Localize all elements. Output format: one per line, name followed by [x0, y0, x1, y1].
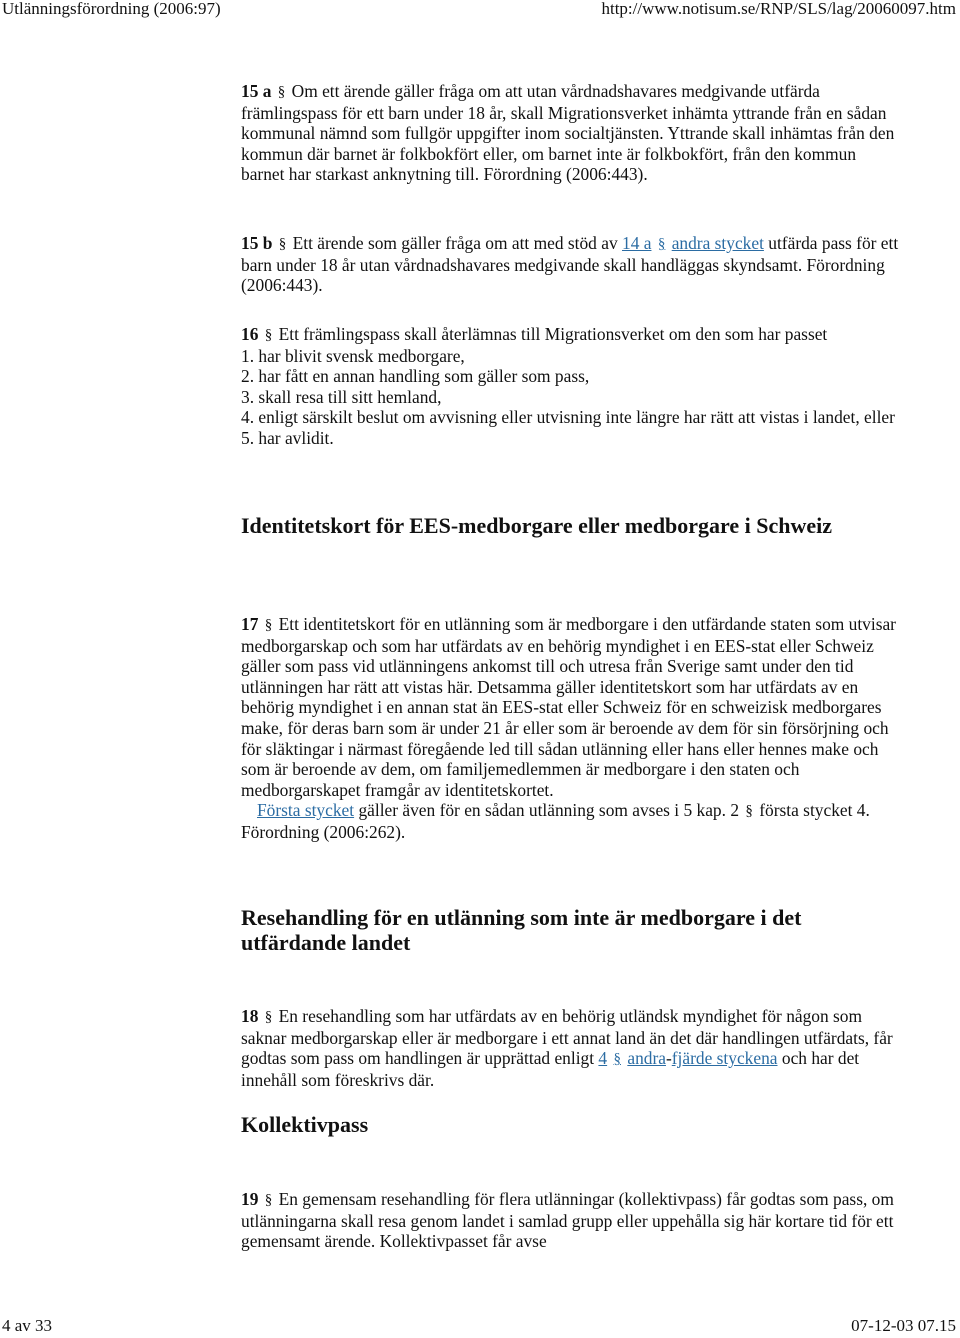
sfs-reference: 2006:443: [246, 275, 313, 296]
paragraph-text-2: utfärda pass för ett barn under 18 år utan vårdnadshavares medgivande skall handläggas skyndsamt. Förordning (: [241, 233, 899, 296]
paragraph-text-2: och har det innehåll som föreskrivs där.: [241, 1048, 860, 1090]
section-number: 18: [241, 1006, 259, 1026]
footer-datetime: 07-12-03 07.15: [851, 1316, 956, 1335]
link-14a[interactable]: 14 a: [622, 233, 652, 253]
section-heading-resehandling: Resehandling för en utlänning som inte är medborgare i det utfärdande landet: [241, 905, 802, 955]
header-title: Utlänningsförordning (2006:97): [2, 0, 221, 18]
paragraph-text-2: gäller även för en sådan utlänning som avses i 5 kap. 2: [358, 800, 740, 821]
paragraph-end: ).: [395, 821, 406, 842]
section-symbol: §: [278, 236, 287, 252]
paragraph-end: ).: [312, 275, 323, 296]
section-symbol-link[interactable]: §: [657, 236, 666, 252]
section-symbol: §: [277, 84, 286, 100]
paragraph-19: [241, 1189, 901, 1252]
list-item: 4. enligt särskilt beslut om avvisning eller utvisning inte längre har rätt att vistas i landet, eller: [241, 407, 895, 428]
list-item: 5. har avlidit.: [241, 427, 334, 448]
paragraph-text: Ett ärende som gäller fråga om att med stöd av: [292, 233, 618, 253]
section-number: 19: [241, 1189, 259, 1209]
section-heading-kollektivpass: Kollektivpass: [241, 1112, 369, 1137]
header-url: http://www.notisum.se/RNP/SLS/lag/20060097.htm: [601, 0, 956, 18]
footer-page-number: 4 av 33: [2, 1316, 53, 1335]
section-symbol: §: [264, 1009, 273, 1025]
section-heading-identitetskort: Identitetskort för EES-medborgare eller medborgare i Schweiz: [241, 513, 833, 538]
paragraph-16: [241, 324, 901, 449]
paragraph-18: [241, 1006, 901, 1090]
list-item: 1. har blivit svensk medborgare,: [241, 345, 465, 366]
section-symbol: §: [264, 1192, 273, 1208]
section-number: 15 b: [241, 233, 273, 253]
paragraph-text: Ett främlingspass skall återlämnas till Migrationsverket om den som har passet: [278, 324, 828, 344]
link-andra-stycket[interactable]: andra stycket: [671, 233, 764, 253]
link-andra[interactable]: andra: [627, 1048, 666, 1069]
paragraph-text: Ett identitetskort för en utlänning som är medborgare i den utfärdande staten som utvisar medborgarskap och som har utfärdats av en behörig myndighet i en EES-stat eller Schweiz gäller som pass vid utlänningens ankomst till och utresa från Sverige samt under den tid utlänningen har rätt att vistas här. Detsamma gäller identitetskort som har utfärdats av en behörig myndighet i en annan stat än EES-stat eller Schweiz för en schweizisk medborgares make, för deras barn som är under 21 år eller som är beroende av dem för sin försörjning och för släktingar i närmast föregående led till sådan utlänning eller hans eller hennes make och som är beroende av dem, om familjemedlemmen är medborgare i den staten och medborgarskapet framgår av identitetskortet.: [241, 614, 896, 800]
list-item: 2. har fått en annan handling som gäller som pass,: [241, 366, 590, 387]
link-forsta-stycket[interactable]: Första stycket: [257, 800, 355, 821]
paragraph-text: En resehandling som har utfärdats av en behörig utländsk myndighet för någon som saknar medborgarskap eller är medborgare i ett annat land än det där handlingen utfärdats, får godtas som pass om handlingen är upprättad enligt: [241, 1006, 893, 1069]
sfs-reference: 2006:262: [329, 821, 396, 842]
paragraph-15a: [241, 81, 901, 185]
section-symbol: §: [745, 803, 753, 820]
paragraph-text: En gemensam resehandling för flera utlänningar (kollektivpass) får godtas som pass, om utlänningarna skall resa genom landet i samlad grupp eller uppehålla sig här kortare tid för ett gemensamt ärende. Kollektivpasset får avse: [241, 1189, 894, 1252]
paragraph-end: ).: [637, 164, 648, 185]
section-symbol-link[interactable]: §: [613, 1051, 621, 1068]
paragraph-text: Om ett ärende gäller fråga om att utan vårdnadshavares medgivande utfärda främlingspass för ett barn under 18 år, skall Migrationsverket inhämta yttrande från en sådan kommunal nämnd som fullgör uppgifter inom socialtjänsten. Yttrande skall inhämtas från den kommun där barnet är folkbokfört eller, om barnet inte är folkbokfört, från den kommun barnet har starkast anknytning till. Förordning (: [241, 81, 895, 185]
dash: -: [665, 1048, 672, 1069]
paragraph-text-3: första stycket 4. Förordning (: [241, 800, 870, 842]
section-number: 16: [241, 324, 259, 344]
link-fjarde-styckena[interactable]: fjärde styckena: [671, 1048, 778, 1069]
sfs-reference: 2006:443: [571, 164, 638, 185]
link-4[interactable]: 4: [598, 1048, 608, 1069]
paragraph-17: [241, 614, 901, 843]
paragraph-15b: [241, 233, 901, 296]
list-item: 3. skall resa till sitt hemland,: [241, 386, 442, 407]
section-symbol: §: [264, 327, 273, 343]
section-symbol: §: [264, 617, 273, 633]
section-number: 17: [241, 614, 259, 634]
section-number: 15 a: [241, 81, 272, 101]
